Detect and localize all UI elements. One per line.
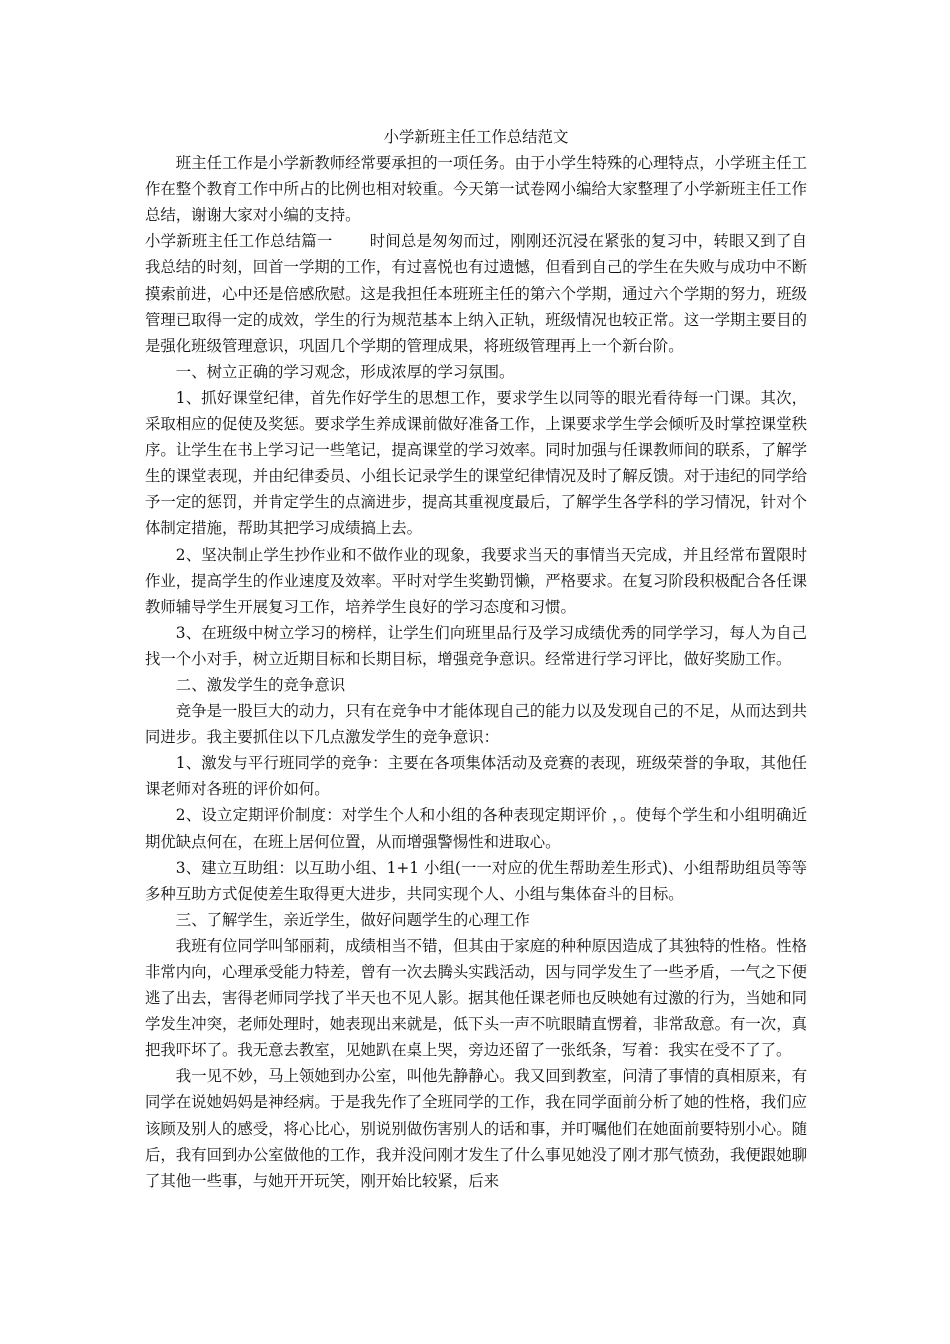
body-paragraph: 我班有位同学叫邹丽莉，成绩相当不错，但其由于家庭的种种原因造成了其独特的性格。性格非常内向，心理承受能力特差，曾有一次去腾头实践活动，因与同学发生了一些矛盾，一气之下便逃了出去，害得老师同学找了半天也不见人影。据其他任课老师也反映她有过激的行为，当她和同学发生冲突，老师处理时，她表现出来就是，低下头一声不吭眼睛直愣着，非常敌意。有一次，真把我吓坏了。我无意去教室，见她趴在桌上哭，旁边还留了一张纸条，写着：我实在受不了了。 — [145, 936, 807, 1060]
section-heading-2: 二、激发学生的竞争意识 — [175, 675, 346, 694]
body-paragraph: 竞争是一股巨大的动力，只有在竞争中才能体现自己的能力以及发现自己的不足，从而达到共同进步。我主要抓住以下几点激发学生的竞争意识： — [145, 702, 807, 747]
body-paragraph: 1、抓好课堂纪律，首先作好学生的思想工作，要求学生以同等的眼光看待每一门课。其次，采取相应的促使及奖惩。要求学生养成课前做好准备工作，上课要求学生学会倾听及时掌控课堂秩序。让学生在书上学习记一些笔记，提高课堂的学习效率。同时加强与任课教师间的联系，了解学生的课堂表现，并由纪律委员、小组长记录学生的课堂纪律情况及时了解反馈。对于违纪的同学给予一定的惩罚，并肯定学生的点滴进步，提高其重视度最后，了解学生各学科的学习情况，针对个体制定措施，帮助其把学习成绩搞上去。 — [145, 388, 807, 538]
section-heading-3: 三、了解学生，亲近学生，做好问题学生的心理工作 — [175, 910, 530, 929]
chapter-paragraph — [145, 228, 807, 358]
body-paragraph: 我一见不妙，马上领她到办公室，叫他先静静心。我又回到教室，问清了事情的真相原来，有同学在说她妈妈是神经病。于是我先作了全班同学的工作，我在同学面前分析了她的性格，我们应该顾及别人的感受，将心比心，别说别做伤害别人的话和事，并叮嘱他们在她面前要特别小心。随后，我有回到办公室做他的工作，我并没问刚才发生了什么事见她没了刚才那气愤劲，我便跟她聊了其他一些事，与她开开玩笑，刚开始比较紧，后来 — [145, 1067, 807, 1190]
body-paragraph: 2、设立定期评价制度：对学生个人和小组的各种表现定期评价 ，。使每个学生和小组明确近期优缺点何在，在班上居何位置，从而增强警惕性和进取心。 — [145, 806, 807, 851]
document-title: 小学新班主任工作总结范文 — [383, 128, 569, 146]
chapter-text: 时间总是匆匆而过，刚刚还沉浸在紧张的复习中，转眼又到了自我总结的时刻，回首一学期的工作，有过喜悦也有过遗憾，但看到自己的学生在失败与成功中不断摸索前进，心中还是倍感欣慰。这是我担任本班班主任的第六个学期，通过六个学期的努力，班级管理已取得一定的成效，学生的行为规范基本上纳入正轨，班级情况也较正常。这一学期主要目的是强化班级管理意识，巩固几个学期的管理成果，将班级管理再上一个新台阶。 — [145, 232, 807, 355]
section-heading-1: 一、树立正确的学习观念，形成浓厚的学习氛围。 — [175, 362, 515, 381]
document-page — [145, 124, 807, 1194]
body-paragraph: 2、坚决制止学生抄作业和不做作业的现象，我要求当天的事情当天完成，并且经常布置限时作业，提高学生的作业速度及效率。平时对学生奖勤罚懒，严格要求。在复习阶段积极配合各任课教师辅导学生开展复习工作，培养学生良好的学习态度和习惯。 — [145, 545, 807, 616]
body-paragraph: 3、在班级中树立学习的榜样，让学生们向班里品行及学习成绩优秀的同学学习，每人为自己找一个小对手，树立近期目标和长期目标，增强竞争意识。经常进行学习评比，做好奖励工作。 — [145, 623, 807, 668]
chapter-label: 小学新班主任工作总结篇一 — [145, 232, 333, 251]
intro-paragraph: 班主任工作是小学新教师经常要承担的一项任务。由于小学生特殊的心理特点，小学班主任工作在整个教育工作中所占的比例也相对较重。今天第一试卷网小编给大家整理了小学新班主任工作总结，谢谢大家对小编的支持。 — [145, 154, 807, 225]
body-paragraph: 3、建立互助组：以互助小组、1+1 小组(一一对应的优生帮助差生形式)、小组帮助组员等等多种互助方式促使差生取得更大进步，共同实现个人、小组与集体奋斗的目标。 — [145, 858, 807, 903]
body-paragraph: 1、激发与平行班同学的竞争：主要在各项集体活动及竞赛的表现，班级荣誉的争取，其他任课老师对各班的评价如何。 — [145, 754, 807, 799]
